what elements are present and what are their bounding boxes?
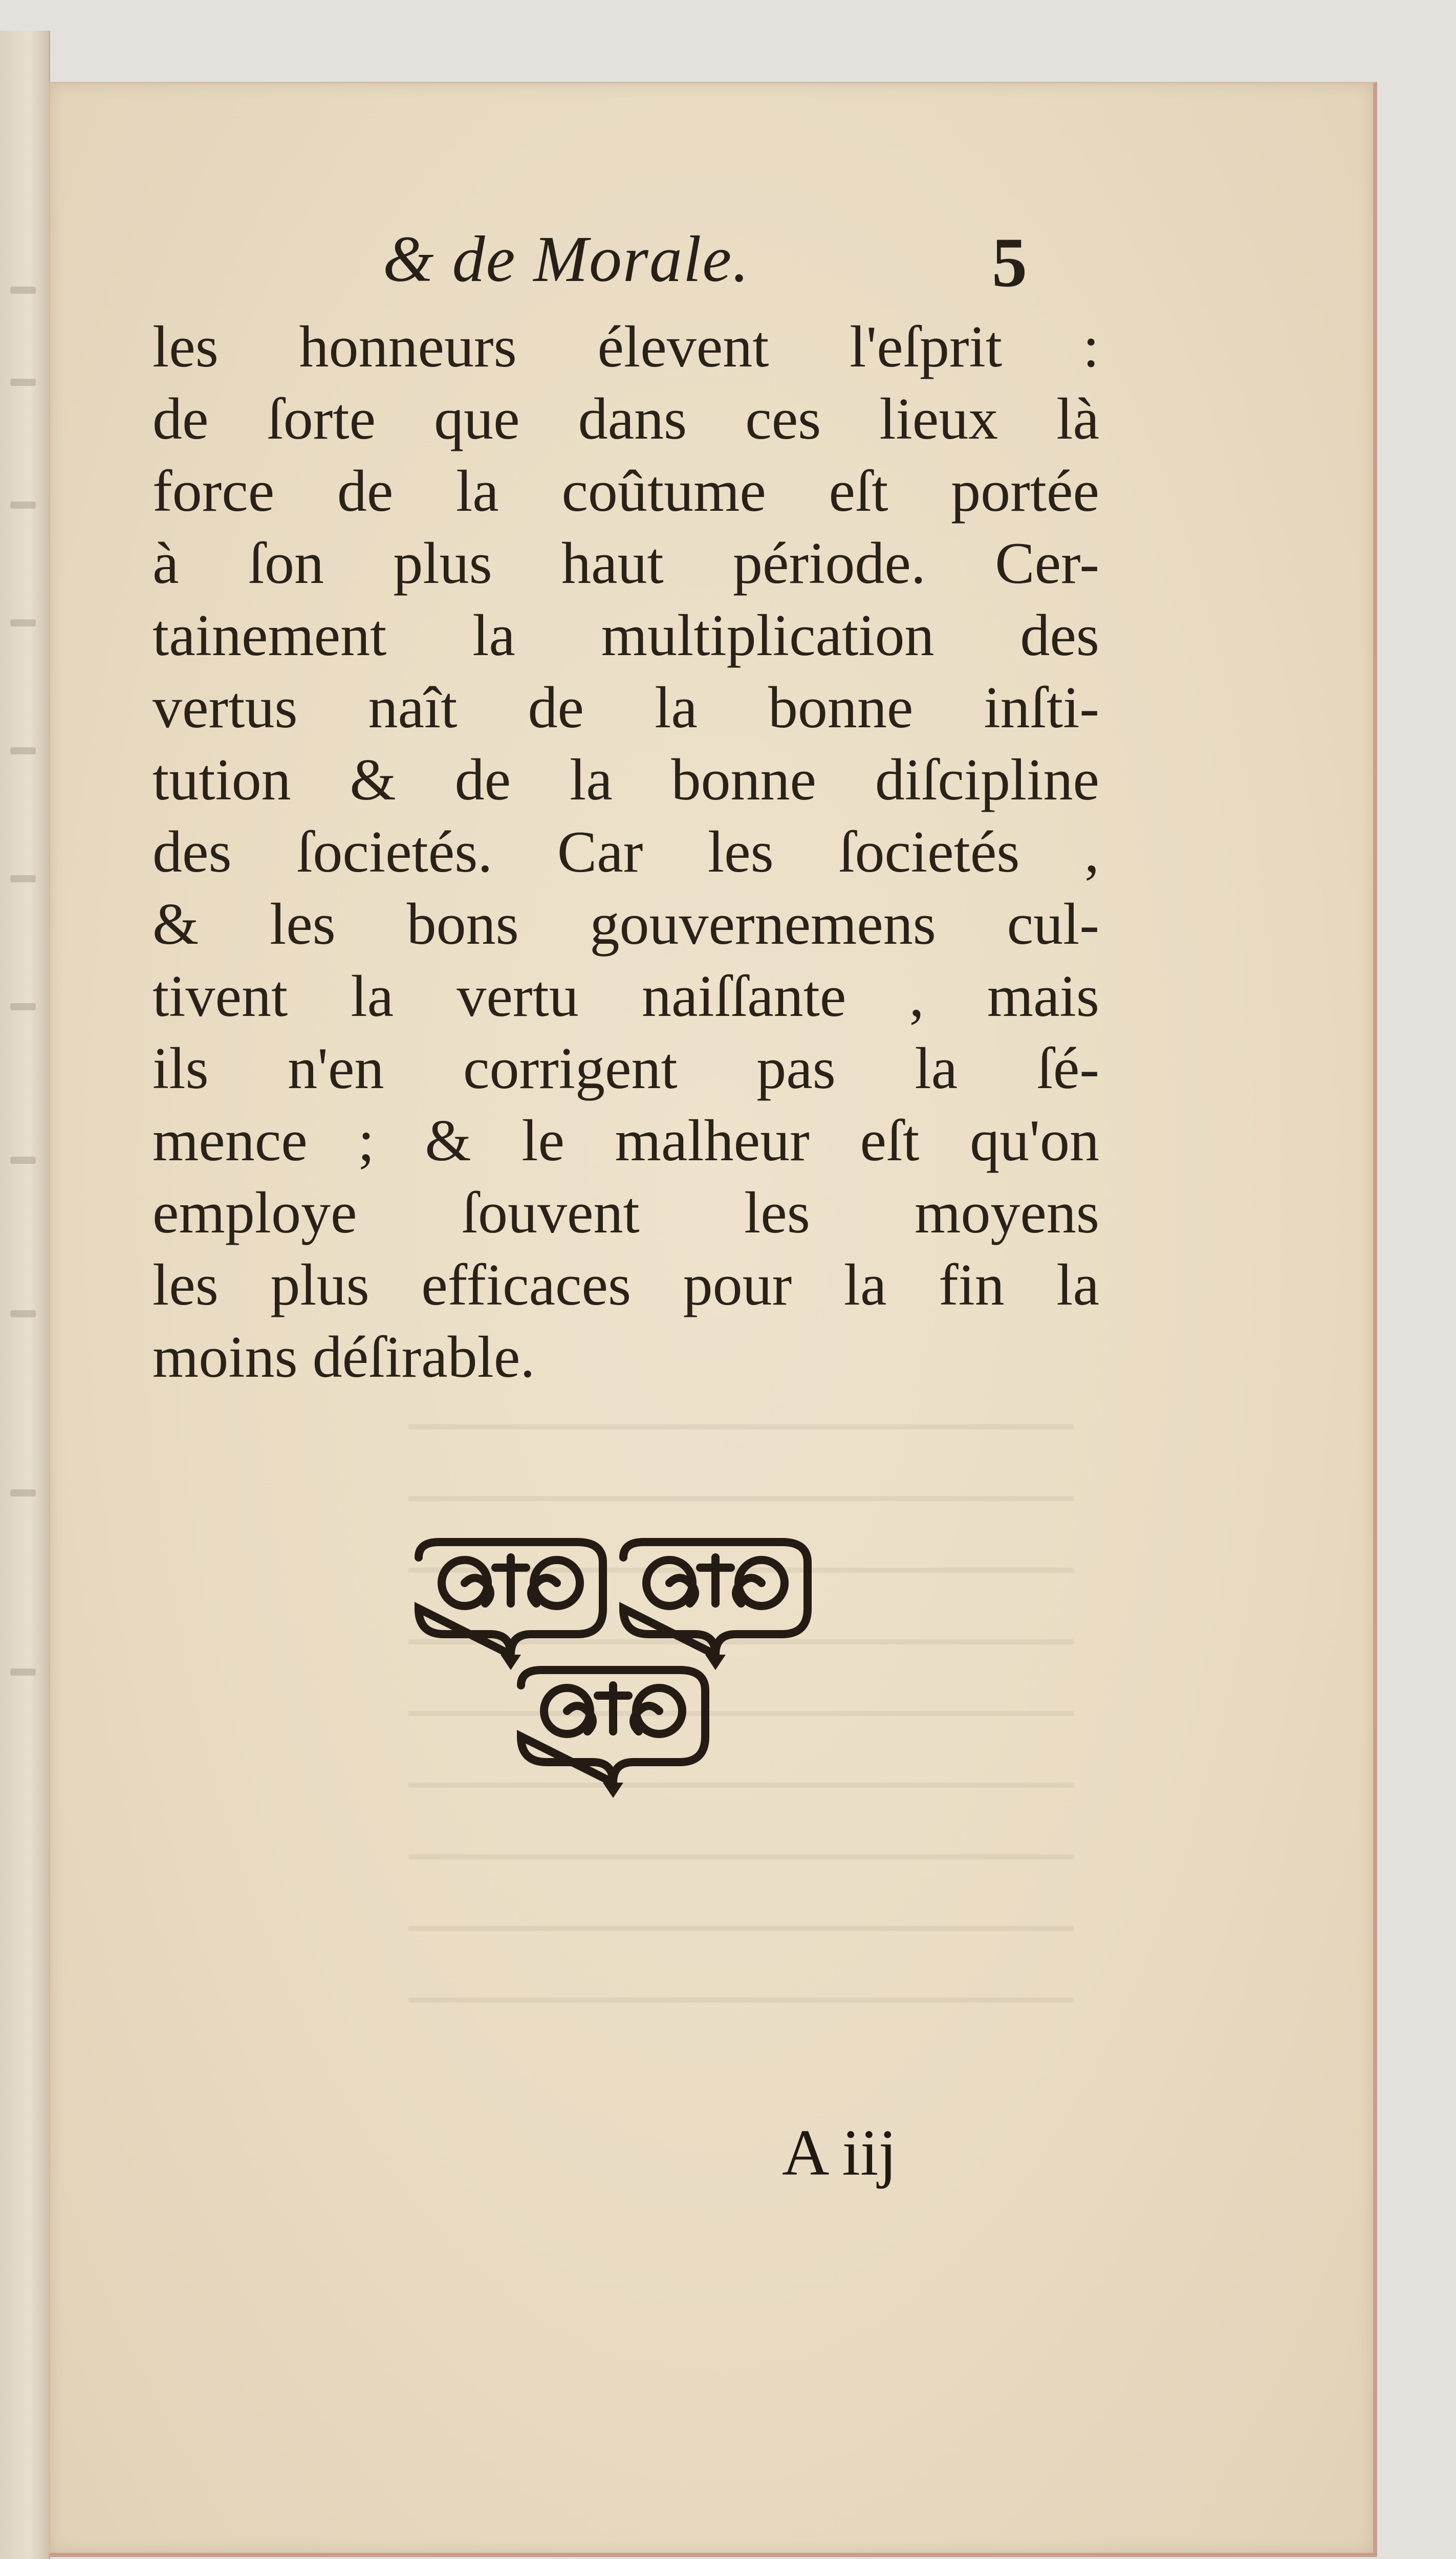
running-title: & de Morale. — [383, 223, 750, 295]
text-line: vertus naît de la bonne inſti- — [153, 675, 1099, 741]
book-page — [49, 82, 1377, 2557]
text-line: des ſocietés. Car les ſocietés , — [153, 819, 1099, 885]
book-spine — [0, 31, 50, 2559]
text-line: & les bons gouvernemens cul- — [153, 892, 1099, 957]
text-line: tution & de la bonne diſcipline — [153, 747, 1099, 813]
text-line: mence ; & le malheur eſt qu'on — [153, 1108, 1099, 1174]
text-line: les honneurs élevent l'eſprit : — [153, 314, 1099, 380]
text-line: moins déſirable. — [153, 1325, 535, 1390]
catchword: A iij — [782, 2116, 897, 2189]
text-line: à ſon plus haut période. Cer- — [153, 531, 1099, 596]
text-line: de ſorte que dans ces lieux là — [153, 386, 1099, 452]
page-number: 5 — [992, 223, 1027, 301]
text-line: ils n'en corrigent pas la ſé- — [153, 1036, 1099, 1101]
page-header — [50, 222, 1373, 324]
spine-marks — [10, 287, 41, 1822]
text-line: tainement la multiplication des — [153, 603, 1099, 668]
text-line: les plus efficaces pour la fin la — [153, 1252, 1099, 1318]
body-text — [153, 311, 1099, 1394]
printer-ornament-icon — [408, 1537, 828, 1847]
text-line: tivent la vertu naiſſante , mais — [153, 964, 1099, 1029]
text-line: force de la coûtume eſt portée — [153, 459, 1099, 524]
text-line: employe ſouvent les moyens — [153, 1180, 1099, 1246]
